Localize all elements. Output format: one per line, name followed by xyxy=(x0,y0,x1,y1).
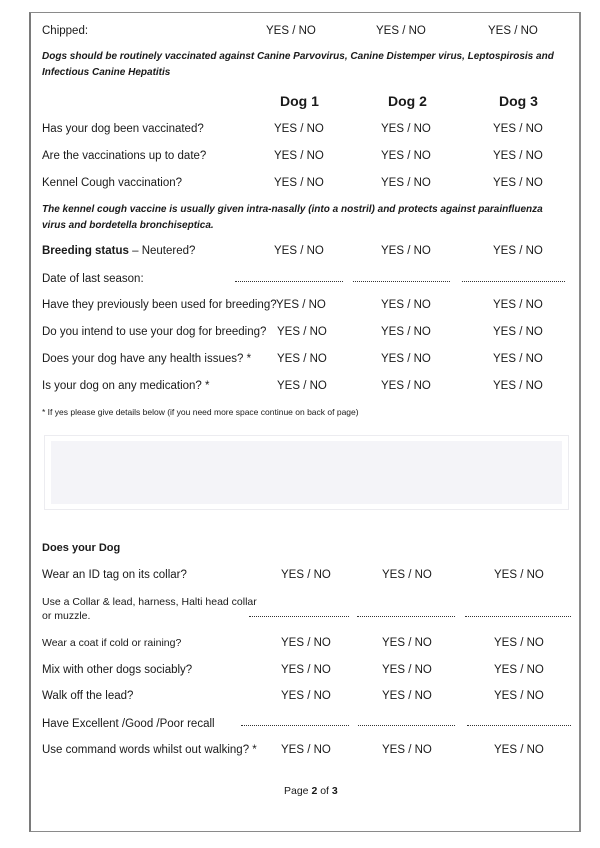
chipped-dog1-yes-no[interactable]: YES / NO xyxy=(266,25,316,37)
recall-dog2-field[interactable] xyxy=(358,725,455,726)
kennel-cough-dog3[interactable]: YES / NO xyxy=(493,177,543,189)
column-header-dog3: Dog 3 xyxy=(499,93,538,109)
id-tag-label: Wear an ID tag on its collar? xyxy=(42,569,187,581)
collar-label-line2: or muzzle. xyxy=(42,610,91,622)
up-to-date-dog3[interactable]: YES / NO xyxy=(493,150,543,162)
up-to-date-label: Are the vaccinations up to date? xyxy=(42,150,207,162)
vaccinated-label: Has your dog been vaccinated? xyxy=(42,123,204,135)
details-textarea-fill[interactable] xyxy=(51,441,562,504)
health-issues-label: Does your dog have any health issues? * xyxy=(42,353,252,365)
recall-dog1-field[interactable] xyxy=(241,725,349,726)
neutered-dog3[interactable]: YES / NO xyxy=(493,245,543,257)
vaccinated-dog3[interactable]: YES / NO xyxy=(493,123,543,135)
medication-dog2[interactable]: YES / NO xyxy=(381,380,431,392)
collar-dog3-field[interactable] xyxy=(465,616,571,617)
last-season-dog2-field[interactable] xyxy=(353,281,450,282)
page-of: of xyxy=(317,785,332,797)
command-words-dog2[interactable]: YES / NO xyxy=(382,744,432,756)
breeding-status-bold: Breeding status xyxy=(42,245,129,257)
coat-label: Wear a coat if cold or raining? xyxy=(42,637,182,649)
mix-dog1[interactable]: YES / NO xyxy=(281,664,331,676)
neutered-dog1[interactable]: YES / NO xyxy=(274,245,324,257)
recall-dog3-field[interactable] xyxy=(467,725,571,726)
collar-dog1-field[interactable] xyxy=(249,616,349,617)
medication-dog3[interactable]: YES / NO xyxy=(493,380,543,392)
command-words-dog3[interactable]: YES / NO xyxy=(494,744,544,756)
neutered-label: – Neutered? xyxy=(128,245,196,257)
used-for-breeding-dog1[interactable]: YES / NO xyxy=(276,299,326,311)
column-header-dog2: Dog 2 xyxy=(388,93,427,109)
page-current: 2 xyxy=(311,785,318,797)
used-for-breeding-label: Have they previously been used for breeding? xyxy=(42,299,277,311)
kennel-cough-dog2[interactable]: YES / NO xyxy=(381,177,431,189)
mix-dog3[interactable]: YES / NO xyxy=(494,664,544,676)
id-tag-dog2[interactable]: YES / NO xyxy=(382,569,432,581)
intend-breeding-dog1[interactable]: YES / NO xyxy=(277,326,327,338)
intend-breeding-dog3[interactable]: YES / NO xyxy=(493,326,543,338)
off-lead-dog3[interactable]: YES / NO xyxy=(494,690,544,702)
chipped-label: Chipped: xyxy=(42,25,89,37)
page-total: 3 xyxy=(331,785,338,797)
id-tag-dog1[interactable]: YES / NO xyxy=(281,569,331,581)
page-number xyxy=(284,785,338,797)
up-to-date-dog2[interactable]: YES / NO xyxy=(381,150,431,162)
details-textarea[interactable] xyxy=(44,435,569,510)
coat-dog2[interactable]: YES / NO xyxy=(382,637,432,649)
collar-label-line1: Use a Collar & lead, harness, Halti head collar xyxy=(42,596,257,608)
vaccinated-dog2[interactable]: YES / NO xyxy=(381,123,431,135)
does-your-dog-heading: Does your Dog xyxy=(42,542,121,554)
coat-dog3[interactable]: YES / NO xyxy=(494,637,544,649)
neutered-dog2[interactable]: YES / NO xyxy=(381,245,431,257)
health-issues-dog3[interactable]: YES / NO xyxy=(493,353,543,365)
health-issues-dog1[interactable]: YES / NO xyxy=(277,353,327,365)
page-prefix: Page xyxy=(284,785,312,797)
up-to-date-dog1[interactable]: YES / NO xyxy=(274,150,324,162)
kennel-cough-note: The kennel cough vaccine is usually given intra-nasally (into a nostril) and protects against parainfluenza virus and bordetella bronchiseptica. xyxy=(42,204,543,231)
collar-dog2-field[interactable] xyxy=(357,616,455,617)
last-season-dog1-field[interactable] xyxy=(235,281,343,282)
off-lead-dog1[interactable]: YES / NO xyxy=(281,690,331,702)
medication-label: Is your dog on any medication? * xyxy=(42,380,210,392)
used-for-breeding-dog2[interactable]: YES / NO xyxy=(381,299,431,311)
details-footnote: * If yes please give details below (if you need more space continue on back of page) xyxy=(42,407,359,417)
vaccine-note: Dogs should be routinely vaccinated against Canine Parvovirus, Canine Distemper virus, Leptospirosis and Infectious Canine Hepatitis xyxy=(42,51,554,78)
chipped-dog3-yes-no[interactable]: YES / NO xyxy=(488,25,538,37)
recall-label: Have Excellent /Good /Poor recall xyxy=(42,718,215,730)
vaccinated-dog1[interactable]: YES / NO xyxy=(274,123,324,135)
intend-breeding-label: Do you intend to use your dog for breeding? xyxy=(42,326,267,338)
command-words-label: Use command words whilst out walking? * xyxy=(42,744,257,756)
last-season-dog3-field[interactable] xyxy=(462,281,565,282)
used-for-breeding-dog3[interactable]: YES / NO xyxy=(493,299,543,311)
mix-label: Mix with other dogs sociably? xyxy=(42,664,193,676)
kennel-cough-dog1[interactable]: YES / NO xyxy=(274,177,324,189)
off-lead-dog2[interactable]: YES / NO xyxy=(382,690,432,702)
id-tag-dog3[interactable]: YES / NO xyxy=(494,569,544,581)
kennel-cough-label: Kennel Cough vaccination? xyxy=(42,177,183,189)
mix-dog2[interactable]: YES / NO xyxy=(382,664,432,676)
last-season-label: Date of last season: xyxy=(42,273,144,285)
off-lead-label: Walk off the lead? xyxy=(42,690,134,702)
breeding-status-label xyxy=(42,244,195,258)
chipped-dog2-yes-no[interactable]: YES / NO xyxy=(376,25,426,37)
command-words-dog1[interactable]: YES / NO xyxy=(281,744,331,756)
medication-dog1[interactable]: YES / NO xyxy=(277,380,327,392)
intend-breeding-dog2[interactable]: YES / NO xyxy=(381,326,431,338)
coat-dog1[interactable]: YES / NO xyxy=(281,637,331,649)
column-header-dog1: Dog 1 xyxy=(280,93,319,109)
health-issues-dog2[interactable]: YES / NO xyxy=(381,353,431,365)
